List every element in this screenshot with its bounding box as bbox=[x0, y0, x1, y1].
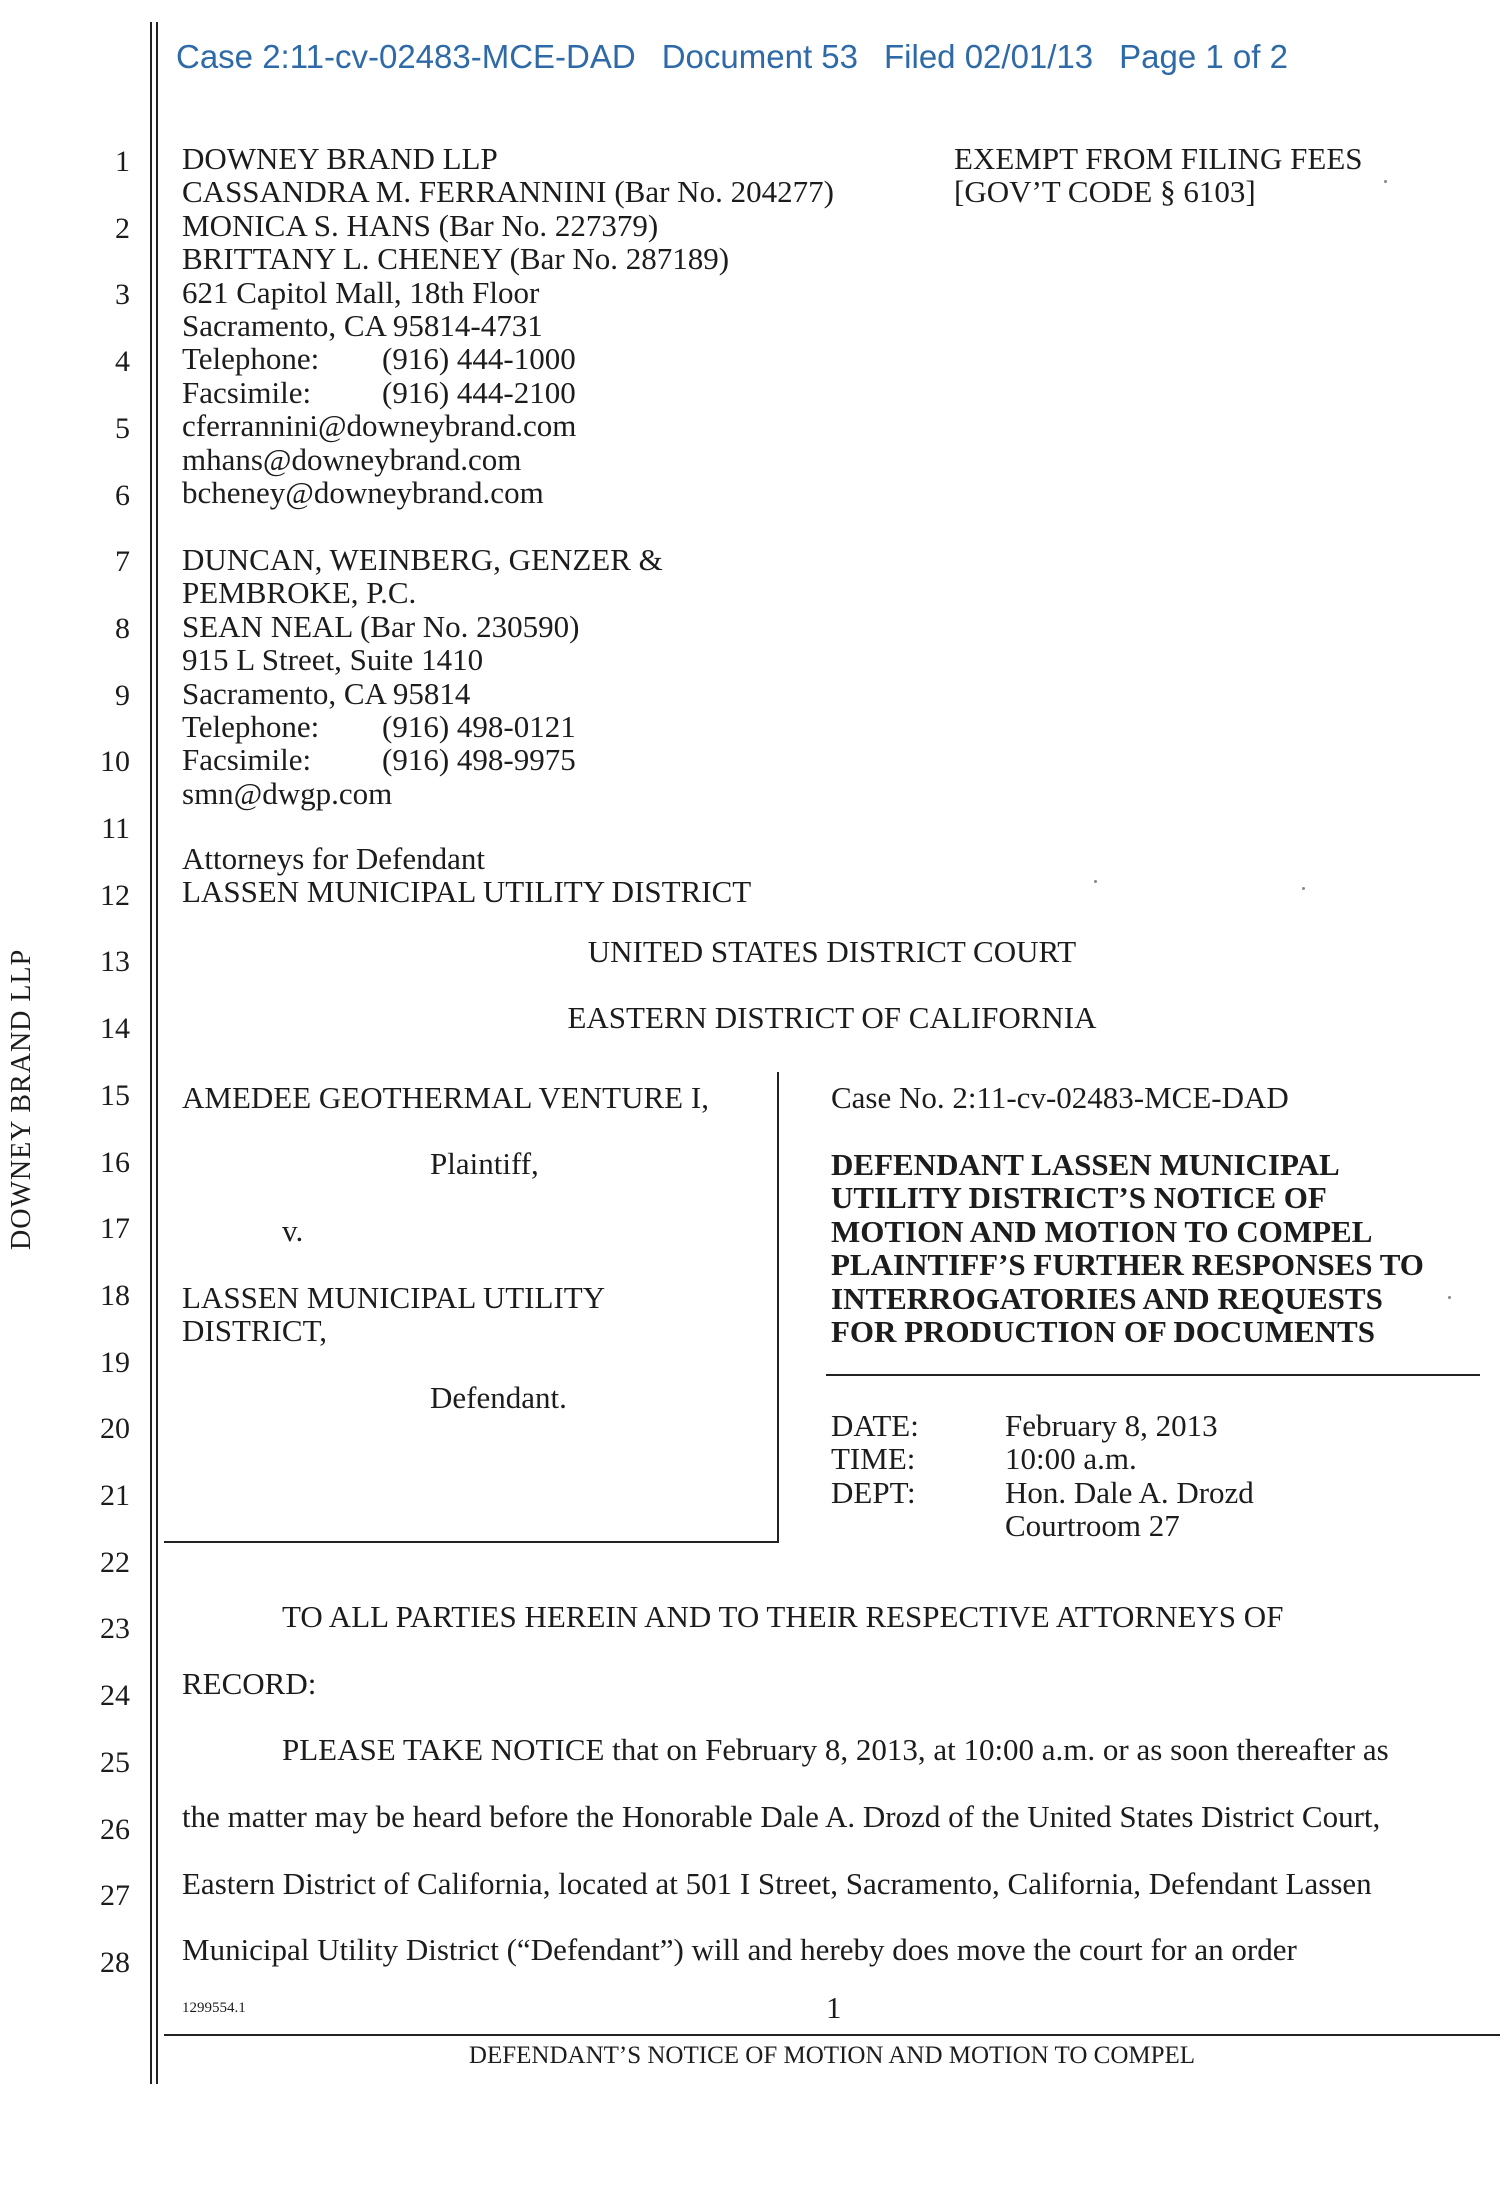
facsimile-row bbox=[182, 743, 663, 776]
caption-plaintiff: AMEDEE GEOTHERMAL VENTURE I, bbox=[182, 1080, 709, 1115]
facsimile-label: Facsimile: bbox=[182, 374, 312, 410]
telephone-row bbox=[182, 342, 834, 375]
scan-speck bbox=[1384, 180, 1387, 183]
hearing-time-row bbox=[831, 1442, 1254, 1475]
firm-name-line-1: DUNCAN, WEINBERG, GENZER & bbox=[182, 542, 663, 577]
header-filed-date: Filed 02/01/13 bbox=[884, 38, 1094, 75]
line-number: 11 bbox=[101, 812, 130, 845]
motion-title-line: FOR PRODUCTION OF DOCUMENTS bbox=[831, 1314, 1375, 1350]
line-number: 24 bbox=[100, 1679, 130, 1713]
exempt-line-1: EXEMPT FROM FILING FEES bbox=[954, 141, 1363, 176]
motion-title-line: PLAINTIFF’S FURTHER RESPONSES TO bbox=[831, 1247, 1424, 1283]
counsel-block-duncan bbox=[182, 543, 663, 810]
body-line-28: Municipal Utility District (“Defendant”) will and hereby does move the court for an order bbox=[182, 1932, 1297, 1967]
line-number: 9 bbox=[115, 678, 130, 712]
attorney-cheney: BRITTANY L. CHENEY (Bar No. 287189) bbox=[182, 241, 730, 277]
exempt-line-2: [GOV’T CODE § 6103] bbox=[954, 174, 1256, 210]
telephone-label: Telephone: bbox=[182, 341, 320, 377]
hearing-time-label: TIME: bbox=[831, 1441, 916, 1477]
line-number: 22 bbox=[100, 1545, 130, 1579]
header-page: Page 1 of 2 bbox=[1119, 38, 1288, 75]
caption-divider-vertical bbox=[777, 1072, 779, 1542]
hearing-dept-label: DEPT: bbox=[831, 1474, 916, 1510]
facsimile-value: (916) 444-2100 bbox=[382, 374, 576, 410]
line-number: 5 bbox=[115, 411, 130, 445]
left-margin-rule-inner bbox=[156, 22, 158, 2084]
line-number: 4 bbox=[115, 345, 130, 379]
scan-speck bbox=[1094, 880, 1097, 883]
court-district: EASTERN DISTRICT OF CALIFORNIA bbox=[567, 1000, 1097, 1035]
email-hans: mhans@downeybrand.com bbox=[182, 441, 522, 477]
caption-defendant bbox=[182, 1281, 605, 1348]
motion-title bbox=[831, 1148, 1424, 1348]
hearing-info bbox=[831, 1409, 1254, 1543]
header-case-number: Case 2:11-cv-02483-MCE-DAD bbox=[176, 38, 636, 75]
footer-title: DEFENDANT’S NOTICE OF MOTION AND MOTION TO COMPEL bbox=[468, 2042, 1196, 2069]
caption-defendant-line-1: LASSEN MUNICIPAL UTILITY bbox=[182, 1280, 606, 1315]
attorneys-for-line-1: Attorneys for Defendant bbox=[182, 841, 486, 876]
hearing-date-row bbox=[831, 1409, 1254, 1442]
line-number: 19 bbox=[100, 1345, 130, 1379]
line-number: 2 bbox=[115, 211, 130, 245]
hearing-time-value: 10:00 a.m. bbox=[1005, 1441, 1137, 1477]
line-number: 1 bbox=[115, 145, 130, 178]
line-number: 21 bbox=[100, 1479, 130, 1512]
caption-plaintiff-role: Plaintiff, bbox=[430, 1146, 539, 1181]
court-name: UNITED STATES DISTRICT COURT bbox=[587, 934, 1077, 969]
line-number: 10 bbox=[100, 745, 130, 779]
address-city: Sacramento, CA 95814-4731 bbox=[182, 308, 543, 344]
footer-page-number: 1 bbox=[826, 1990, 842, 2025]
side-firm-label: DOWNEY BRAND LLP bbox=[6, 948, 37, 1250]
line-number: 16 bbox=[100, 1145, 130, 1179]
address-street: 915 L Street, Suite 1410 bbox=[182, 642, 484, 678]
footer-doc-id: 1299554.1 bbox=[182, 2000, 246, 2016]
body-line-26: the matter may be heard before the Honorable Dale A. Drozd of the United States District Court, bbox=[182, 1799, 1381, 1834]
counsel-block-downey bbox=[182, 142, 834, 509]
facsimile-row bbox=[182, 376, 834, 409]
caption-divider-bottom bbox=[164, 1541, 779, 1543]
telephone-row bbox=[182, 710, 663, 743]
line-number: 8 bbox=[115, 611, 130, 645]
caption-defendant-line-2: DISTRICT, bbox=[182, 1313, 327, 1349]
telephone-label: Telephone: bbox=[182, 709, 320, 745]
caption-case-number: Case No. 2:11-cv-02483-MCE-DAD bbox=[831, 1080, 1289, 1115]
hearing-date-label: DATE: bbox=[831, 1408, 919, 1443]
line-number: 3 bbox=[115, 278, 130, 312]
line-number: 27 bbox=[100, 1879, 130, 1913]
body-line-23: TO ALL PARTIES HEREIN AND TO THEIR RESPECTIVE ATTORNEYS OF bbox=[282, 1599, 1284, 1634]
line-number: 7 bbox=[115, 545, 130, 579]
body-line-27: Eastern District of California, located at 501 I Street, Sacramento, California, Defendant Lassen bbox=[182, 1866, 1372, 1901]
line-number: 26 bbox=[100, 1812, 130, 1846]
telephone-value: (916) 498-0121 bbox=[382, 709, 576, 745]
motion-title-line: UTILITY DISTRICT’S NOTICE OF bbox=[831, 1180, 1327, 1216]
hearing-courtroom-row bbox=[831, 1509, 1254, 1542]
left-margin-rule-outer bbox=[150, 22, 152, 2084]
address-city: Sacramento, CA 95814 bbox=[182, 675, 471, 711]
body-line-25: PLEASE TAKE NOTICE that on February 8, 2013, at 10:00 a.m. or as soon thereafter as bbox=[282, 1732, 1389, 1767]
line-number: 14 bbox=[100, 1012, 130, 1046]
line-number: 15 bbox=[100, 1078, 130, 1112]
caption-defendant-role: Defendant. bbox=[430, 1380, 567, 1415]
line-number: 18 bbox=[100, 1278, 130, 1312]
hearing-judge: Hon. Dale A. Drozd bbox=[1005, 1474, 1254, 1510]
line-number: 13 bbox=[100, 945, 130, 979]
firm-name: DOWNEY BRAND LLP bbox=[182, 141, 498, 176]
attorney-hans: MONICA S. HANS (Bar No. 227379) bbox=[182, 207, 659, 243]
email-ferrannini: cferrannini@downeybrand.com bbox=[182, 408, 577, 444]
line-number: 23 bbox=[100, 1612, 130, 1646]
facsimile-label: Facsimile: bbox=[182, 742, 312, 778]
motion-title-line: DEFENDANT LASSEN MUNICIPAL bbox=[831, 1147, 1340, 1182]
line-number: 25 bbox=[100, 1745, 130, 1779]
scan-speck bbox=[1302, 887, 1305, 890]
line-number: 6 bbox=[115, 478, 130, 512]
line-number: 17 bbox=[100, 1212, 130, 1246]
motion-title-line: MOTION AND MOTION TO COMPEL bbox=[831, 1213, 1373, 1249]
attorneys-for-line-2: LASSEN MUNICIPAL UTILITY DISTRICT bbox=[182, 874, 752, 910]
firm-name-line-2: PEMBROKE, P.C. bbox=[182, 575, 417, 611]
line-number: 28 bbox=[100, 1945, 130, 1979]
ecf-header bbox=[176, 38, 1314, 76]
line-number: 12 bbox=[100, 878, 130, 912]
header-document: Document 53 bbox=[661, 38, 858, 75]
hearing-dept-row bbox=[831, 1476, 1254, 1509]
motion-title-line: INTERROGATORIES AND REQUESTS bbox=[831, 1280, 1383, 1316]
attorney-ferrannini: CASSANDRA M. FERRANNINI (Bar No. 204277) bbox=[182, 174, 834, 210]
telephone-value: (916) 444-1000 bbox=[382, 341, 576, 377]
email-cheney: bcheney@downeybrand.com bbox=[182, 475, 544, 511]
line-number: 20 bbox=[100, 1412, 130, 1446]
hearing-courtroom: Courtroom 27 bbox=[1005, 1508, 1180, 1544]
address-street: 621 Capitol Mall, 18th Floor bbox=[182, 274, 540, 310]
exempt-notice bbox=[954, 142, 1363, 209]
caption-title-underline bbox=[826, 1374, 1480, 1376]
email-neal: smn@dwgp.com bbox=[182, 775, 393, 811]
attorneys-for-block bbox=[182, 842, 751, 909]
footer-rule bbox=[164, 2034, 1500, 2036]
facsimile-value: (916) 498-9975 bbox=[382, 742, 576, 778]
hearing-date-value: February 8, 2013 bbox=[1005, 1408, 1218, 1443]
caption-versus: v. bbox=[282, 1213, 304, 1248]
scan-speck bbox=[1448, 1296, 1451, 1299]
attorney-neal: SEAN NEAL (Bar No. 230590) bbox=[182, 608, 580, 644]
body-line-24: RECORD: bbox=[182, 1666, 317, 1701]
